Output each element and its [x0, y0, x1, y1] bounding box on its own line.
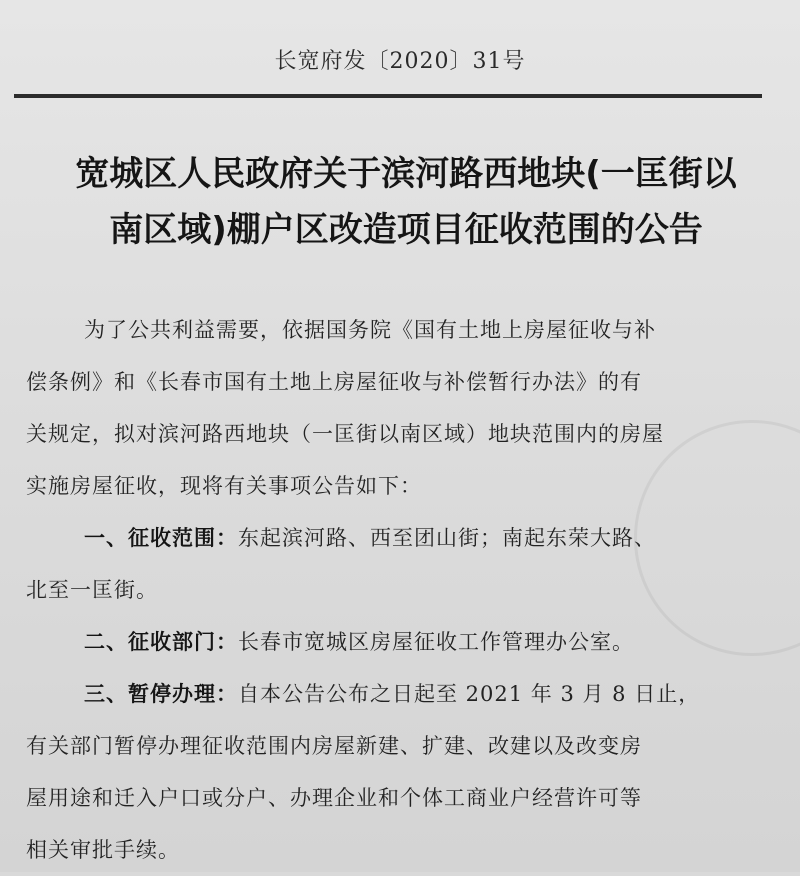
section-scope-heading: 一、征收范围： [84, 526, 238, 550]
section-suspension-line-3: 屋用途和迁入户口或分户、办理企业和个体工商业户经营许可等 [26, 786, 642, 810]
intro-line-2: 偿条例》和《长春市国有土地上房屋征收与补偿暂行办法》的有 [26, 370, 642, 394]
section-suspension-line-4: 相关审批手续。 [26, 838, 180, 862]
section-suspension-line-1 [26, 668, 784, 720]
title-line-2: 南区域)棚户区改造项目征收范围的公告 [109, 210, 703, 250]
section-department-text: 长春市宽城区房屋征收工作管理办公室。 [238, 630, 634, 654]
intro-line-4: 实施房屋征收，现将有关事项公告如下： [26, 474, 422, 498]
section-suspension [26, 668, 784, 876]
section-scope-line-2: 北至一匡街。 [26, 578, 158, 602]
header-rule [14, 94, 762, 98]
title-line-1: 宽城区人民政府关于滨河路西地块(一匡街以 [75, 154, 737, 194]
document-number: 长宽府发〔2020〕31号 [274, 49, 526, 74]
section-scope-text-1: 东起滨河路、西至团山街；南起东荣大路、 [238, 526, 656, 550]
notice-title [26, 146, 786, 258]
section-department-heading: 二、征收部门： [84, 630, 238, 654]
section-suspension-text-1: 自本公告公布之日起至 2021 年 3 月 8 日止， [238, 682, 701, 706]
section-suspension-line-2: 有关部门暂停办理征收范围内房屋新建、扩建、改建以及改变房 [26, 734, 642, 758]
intro-line-1: 为了公共利益需要，依据国务院《国有土地上房屋征收与补 [84, 318, 656, 342]
intro-line-3: 关规定，拟对滨河路西地块（一匡街以南区域）地块范围内的房屋 [26, 422, 664, 446]
section-suspension-heading: 三、暂停办理： [84, 682, 238, 706]
